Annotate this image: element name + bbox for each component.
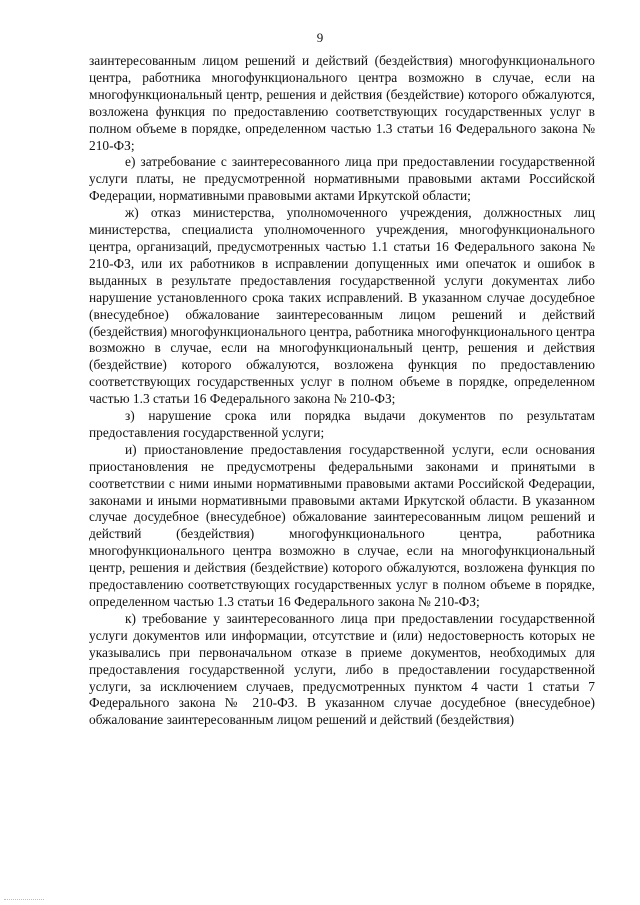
paragraph-item-i: и) приостановление предоставления государственной услуги, если основания приостановления не предусмотрены федеральными законами и принятыми в соответствии с ними иными нормативными правовыми актами Российской Федерации, законами и иными нормативными правовыми актами Иркутской области. В указанном случае досудебное (внесудебное) обжалование заинтересованным лицом решений и действий (бездействия) многофункционального центра, работника многофункционального центра возможно в случае, если на многофункциональный центр, решения и действия (бездействие) которого обжалуются, возложена функция по предоставлению соответствующих государственных услуг в полном объеме в порядке, определенном частью 1.3 статьи 16 Федерального закона № 210-ФЗ; [89,441,595,609]
scan-artifact [4,899,44,901]
paragraph-item-zh: ж) отказ министерства, уполномоченного учреждения, должностных лиц министерства, специалиста уполномоченного учреждения, многофункционального центра, организаций, предусмотренных частью 1.1 статьи 16 Федерального закона № 210-ФЗ, или их работников в исправлении допущенных ими опечаток и ошибок в выданных в результате предоставления государственной услуги документах либо нарушение установленного срока таких исправлений. В указанном случае досудебное (внесудебное) обжалование заинтересованным лицом решений и действий (бездействия) многофункционального центра, работника многофункционального центра возможно в случае, если на многофункциональный центр, решения и действия (бездействие) которого обжалуются, возложена функция по предоставлению соответствующих государственных услуг в полном объеме в порядке, определенном частью 1.3 статьи 16 Федерального закона № 210-ФЗ; [89,205,595,407]
document-body [89,53,595,729]
paragraph-item-z: з) нарушение срока или порядка выдачи документов по результатам предоставления государственной услуги; [89,408,595,440]
paragraph-item-k: к) требование у заинтересованного лица при предоставлении государственной услуги документов или информации, отсутствие и (или) недостоверность которых не указывались при первоначальном отказе в приеме документов, необходимых для предоставления государственной услуги, либо в предоставлении государственной услуги, за исключением случаев, предусмотренных пунктом 4 части 1 статьи 7 Федерального закона № 210-ФЗ. В указанном случае досудебное (внесудебное) обжалование заинтересованным лицом решений и действий (бездействия) [89,610,595,728]
paragraph-item-e: е) затребование с заинтересованного лица при предоставлении государственной услуги платы, не предусмотренной нормативными правовыми актами Российской Федерации, нормативными правовыми актами Иркутской области; [89,154,595,204]
page-number: 9 [316,30,324,45]
paragraph-continuation: заинтересованным лицом решений и действий (бездействия) многофункционального центра, работника многофункционального центра возможно в случае, если на многофункциональный центр, решения и действия (бездействие) которого обжалуются, возложена функция по предоставлению соответствующих государственных услуг в полном объеме в порядке, определенном частью 1.3 статьи 16 Федерального закона № 210-ФЗ; [89,53,595,153]
